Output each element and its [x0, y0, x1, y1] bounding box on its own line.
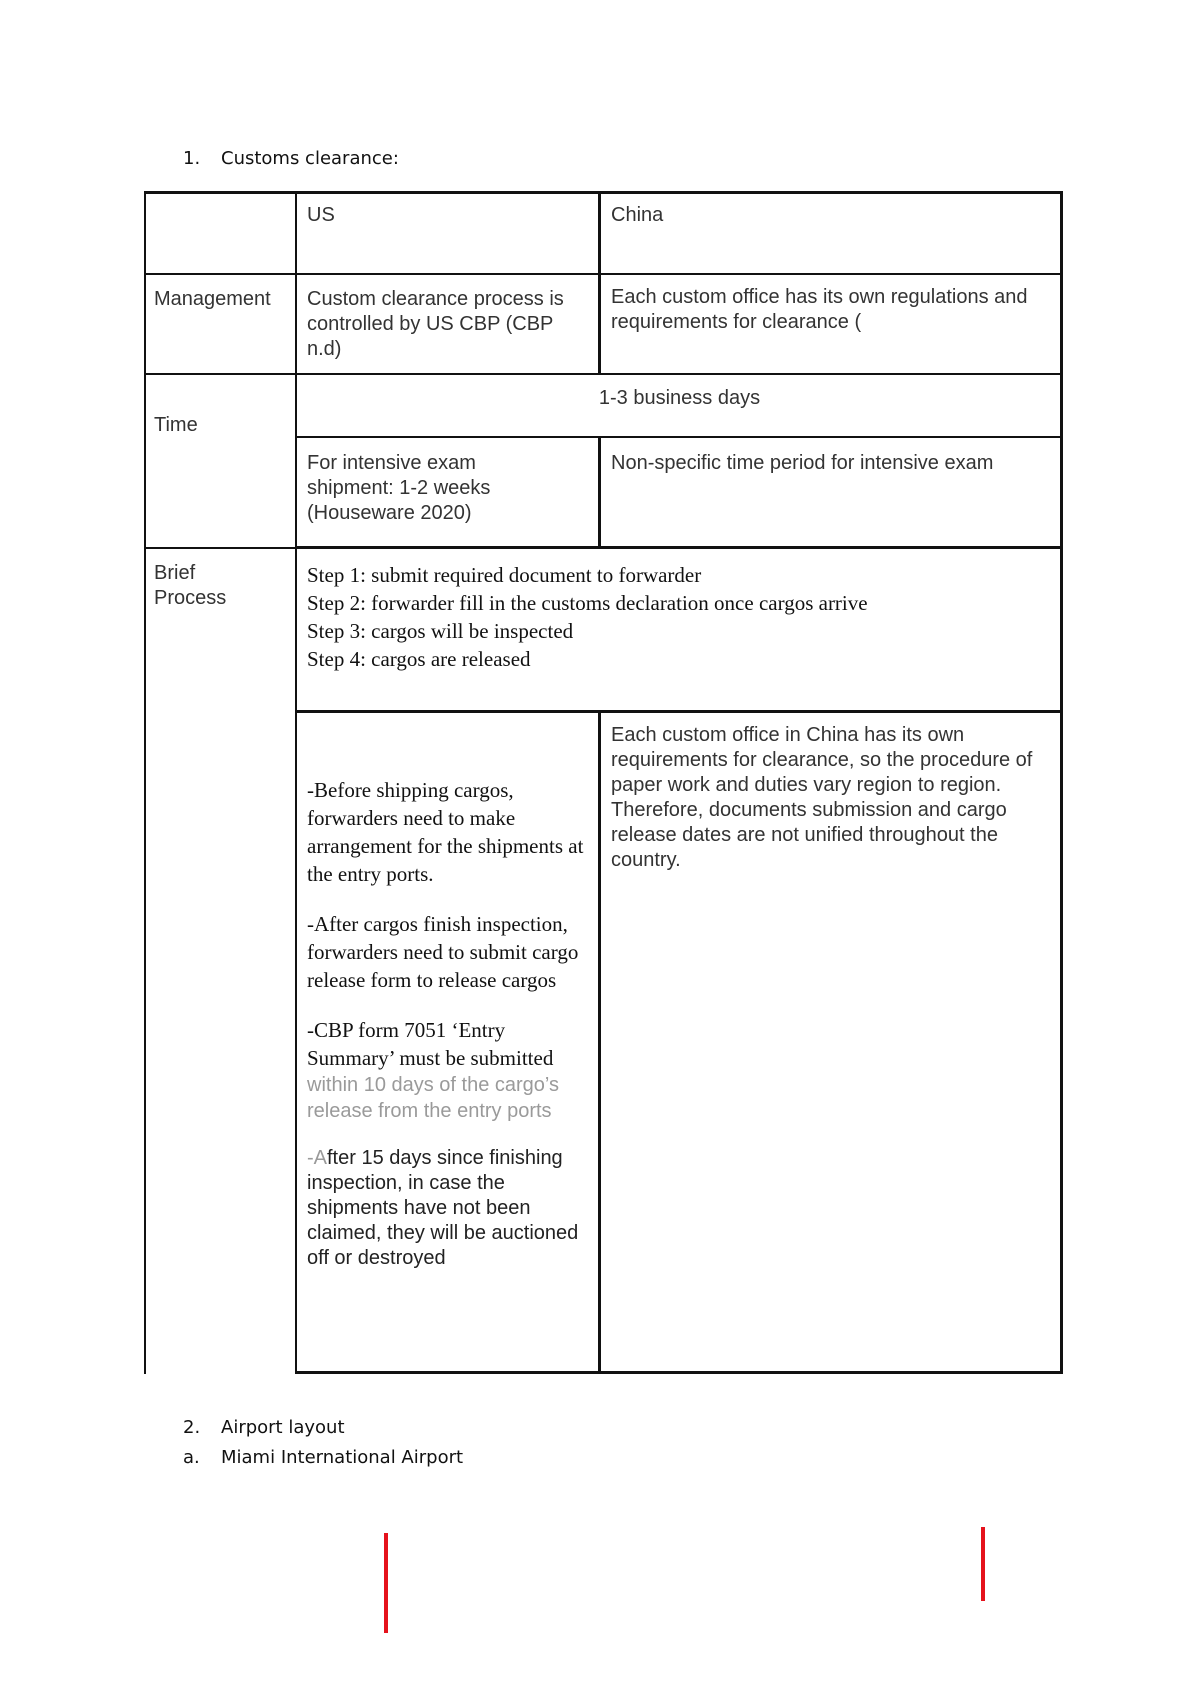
brief-process-steps [307, 561, 1047, 673]
management-china: Each custom office has its own regulations and requirements for clearance ( [611, 286, 1028, 333]
brief-process-label-cell [144, 548, 297, 1374]
us-note-3 [307, 1016, 597, 1124]
section-2a-number: a. [183, 1447, 200, 1468]
step-1: Step 1: submit required document to forwarder [307, 563, 702, 587]
header-china: China [611, 204, 664, 226]
time-both: 1-3 business days [598, 387, 761, 409]
us-note-4-dash: -A [307, 1147, 327, 1169]
step-4: Step 4: cargos are released [307, 647, 531, 671]
us-note-3-grey: within 10 days of the cargo’s release from the entry ports [307, 1074, 560, 1122]
section-2a-title: Miami International Airport [221, 1447, 464, 1468]
us-note-1: -Before shipping cargos, forwarders need to make arrangement for the shipments at the entry ports. [307, 778, 584, 886]
step-3: Step 3: cargos will be inspected [307, 619, 574, 643]
red-marker-left [384, 1533, 388, 1633]
time-label: Time [154, 414, 198, 436]
brief-process-china: Each custom office in China has its own requirements for clearance, so the procedure of paper work and duties vary region to region. Therefore, documents submission and cargo release dates are not unified throughout the country. [611, 724, 1033, 871]
red-marker-right [981, 1527, 985, 1601]
time-us: For intensive exam shipment: 1-2 weeks (Houseware 2020) [307, 452, 491, 524]
section-2-heading [183, 1417, 345, 1438]
us-note-3-dark: -CBP form 7051 ‘Entry Summary’ must be submitted [307, 1018, 554, 1070]
section-2-title: Airport layout [221, 1417, 345, 1438]
section-2a-heading [183, 1447, 463, 1468]
brief-process-us-notes [307, 776, 597, 1293]
section-1-number: 1. [183, 148, 201, 169]
step-2: Step 2: forwarder fill in the customs declaration once cargos arrive [307, 591, 868, 615]
section-1-heading [183, 148, 399, 169]
time-label-cell [144, 374, 297, 549]
section-1-title: Customs clearance: [221, 148, 399, 169]
management-us: Custom clearance process is controlled by US CBP (CBP n.d) [307, 288, 564, 360]
header-us-cell [296, 191, 601, 275]
brief-process-label: Brief Process [154, 562, 227, 609]
us-note-2: -After cargos finish inspection, forwarders need to submit cargo release form to release cargos [307, 912, 579, 992]
section-2-number: 2. [183, 1417, 201, 1438]
header-us: US [307, 204, 335, 226]
header-empty-cell [144, 191, 297, 275]
us-note-4 [307, 1146, 597, 1271]
header-china-cell [600, 191, 1063, 275]
us-note-4-rest: fter 15 days since finishing inspection, in case the shipments have not been claimed, they will be auctioned off or destroyed [307, 1147, 579, 1269]
management-label: Management [154, 288, 271, 310]
time-china: Non-specific time period for intensive exam [611, 452, 994, 474]
